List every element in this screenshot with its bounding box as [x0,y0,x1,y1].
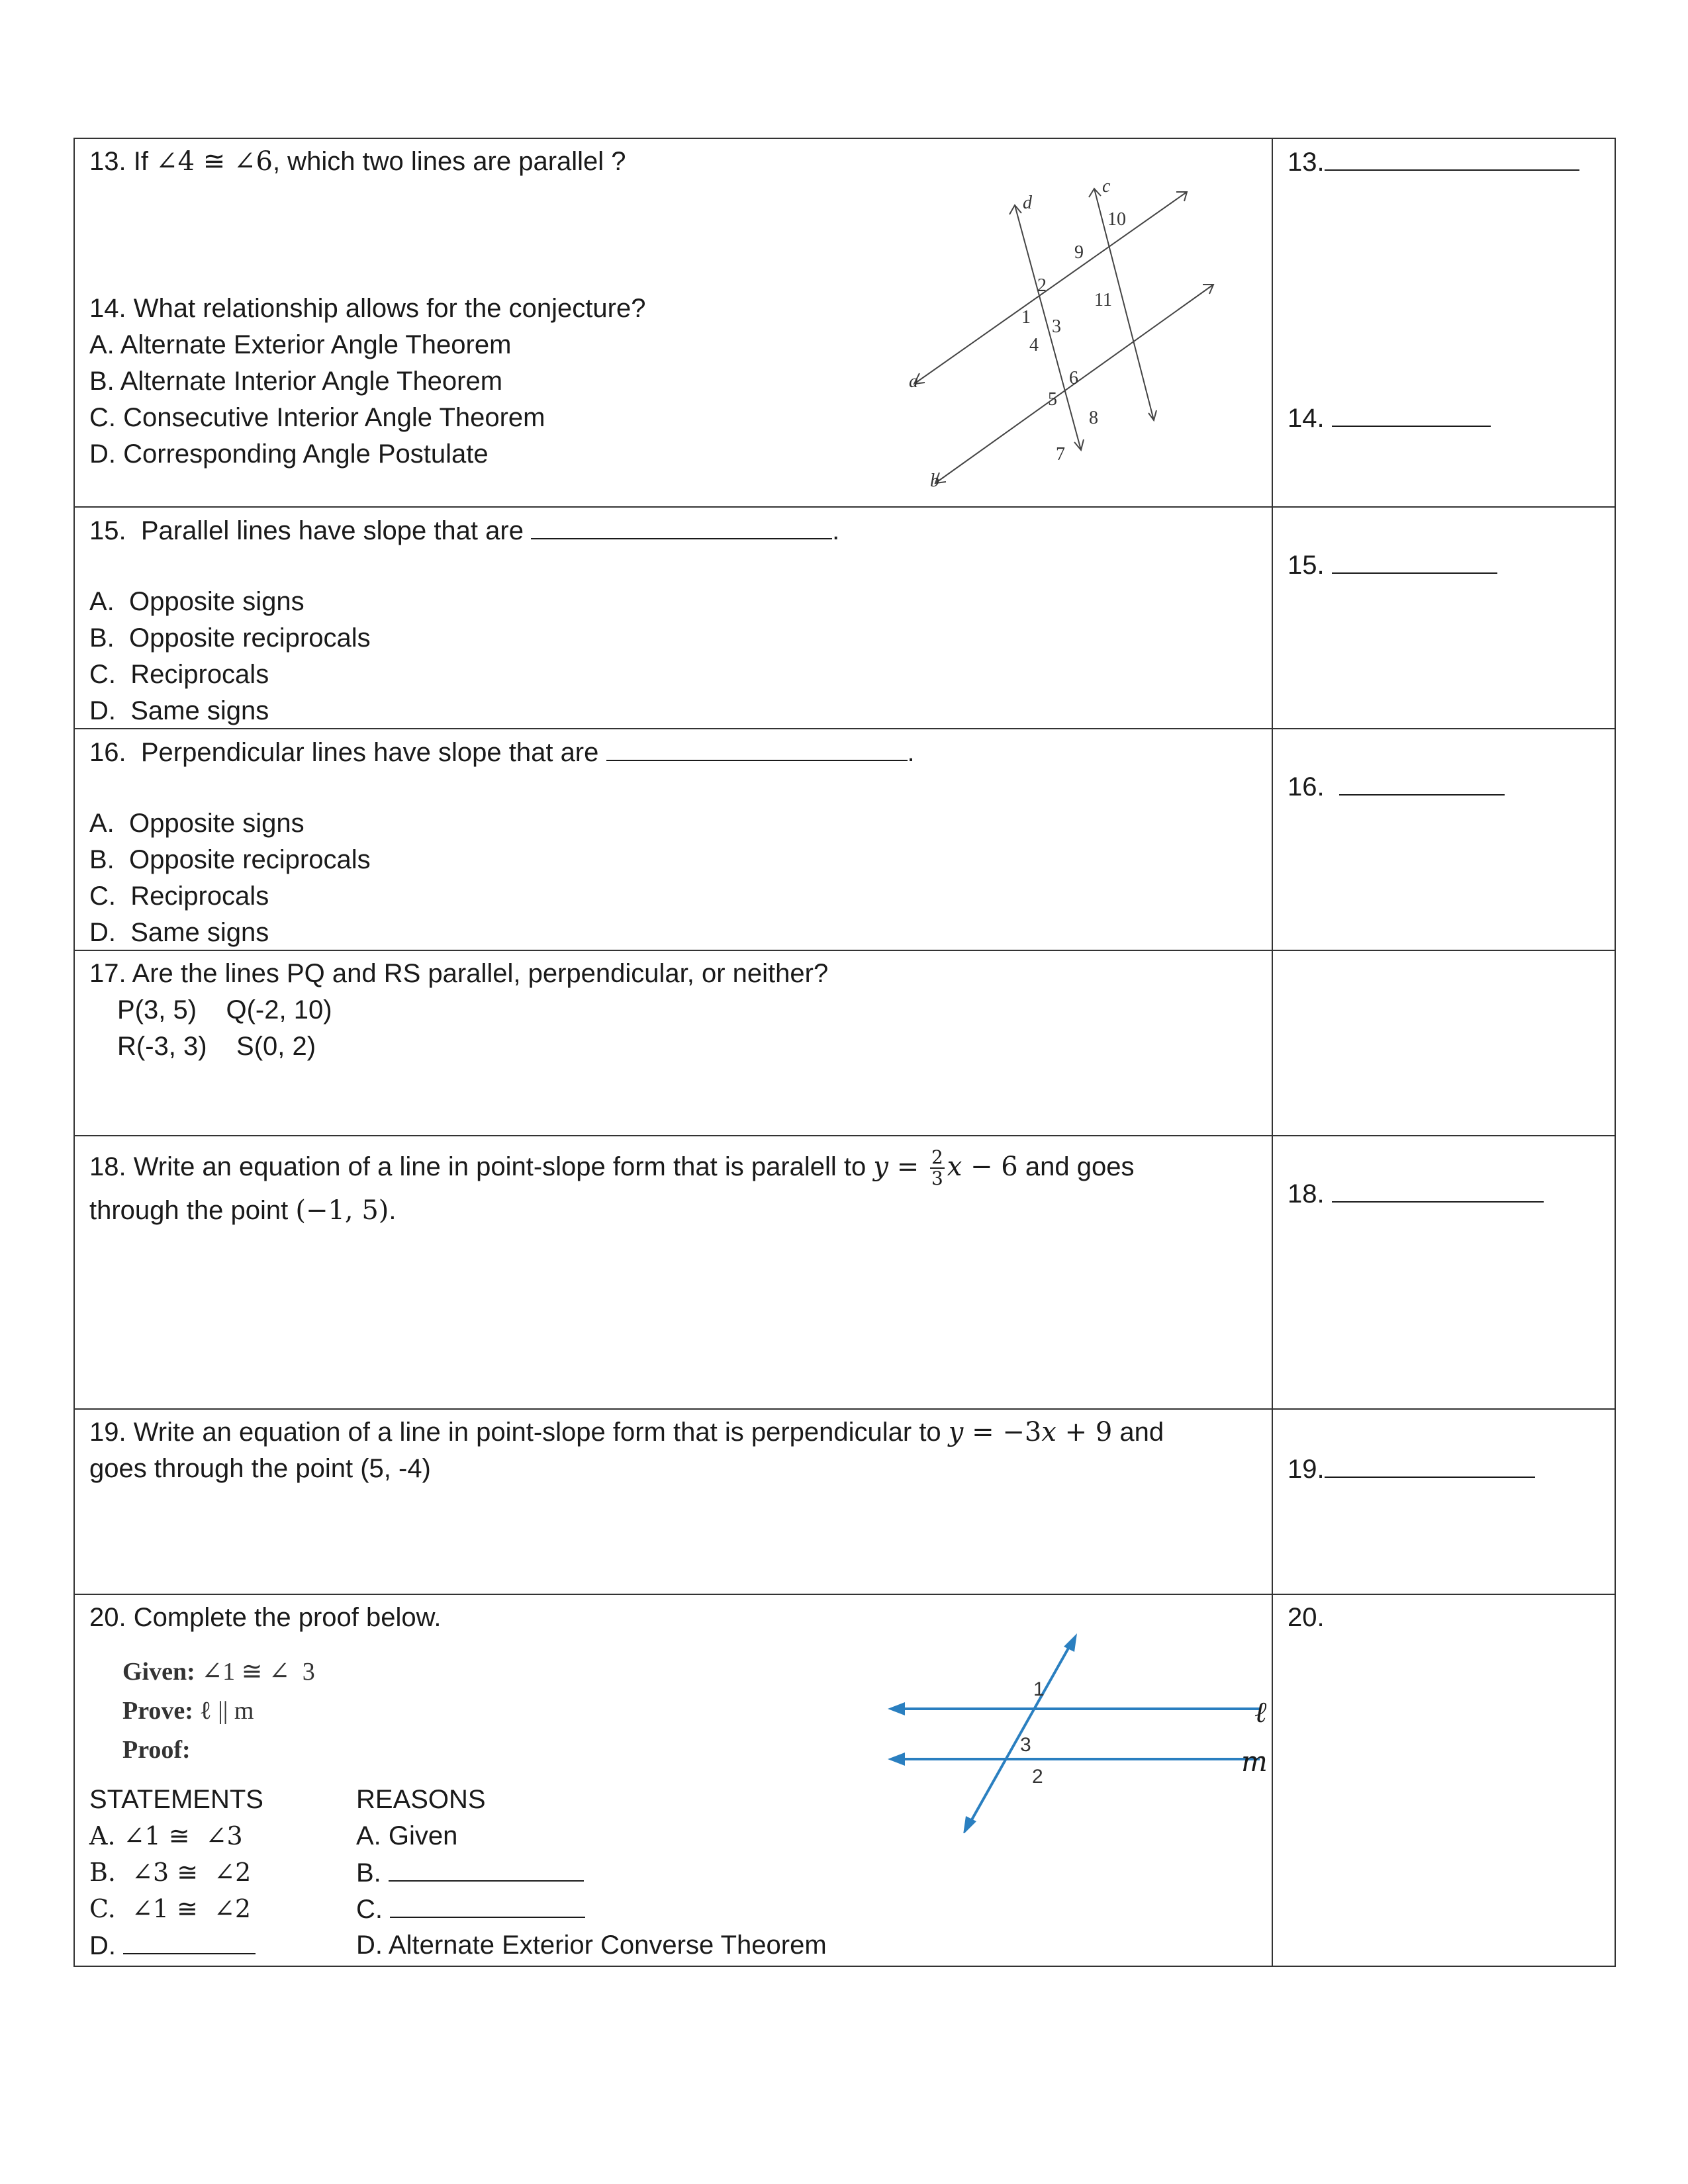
reason-d: D. Alternate Exterior Converse Theorem [356,1931,827,1960]
label-m: m [1241,1745,1268,1778]
arrow-m-left [888,1752,905,1766]
q16-option-c: C. Reciprocals [89,882,269,911]
angle-label-5: 5 [1048,389,1057,410]
q19-question-line2: goes through the point (5, -4) [89,1454,431,1483]
label-b: b [930,471,939,490]
q19-question: 19. Write an equation of a line in point-slope form that is perpendicular to y = −3x + 9 and [89,1417,1164,1447]
q13-question: 13. If ∠4 ≅ ∠6, which two lines are parallel ? [89,146,626,177]
q17-question: 17. Are the lines PQ and RS parallel, perpendicular, or neither? [89,959,829,988]
q13-answer-line[interactable]: 13. [1288,146,1579,178]
q16-option-a: A. Opposite signs [89,809,305,838]
q16-option-d: D. Same signs [89,918,269,947]
proof-prove: Prove: ℓ || m [122,1697,254,1725]
q15-option-c: C. Reciprocals [89,660,269,689]
q16-option-b: B. Opposite reciprocals [89,845,371,874]
q14-question: 14. What relationship allows for the conjecture? [89,294,646,323]
angle-label-7: 7 [1056,444,1065,465]
q14-option-c: C. Consecutive Interior Angle Theorem [89,403,545,432]
question-cell-q17 [75,951,1273,1135]
arrow-l-left [888,1702,905,1715]
arrow-t-top [1064,1633,1077,1652]
worksheet-table [73,138,1616,1967]
angle-label-9: 9 [1074,242,1084,263]
transversal-figure [896,159,1253,490]
line-a [914,192,1187,384]
answer-cell-q17 [1273,951,1615,1135]
statement-a: A. ∠1 ≅ ∠3 [89,1821,243,1850]
q18-answer-line[interactable]: 18. [1288,1177,1544,1210]
angle-label-6: 6 [1069,368,1078,388]
q16-question: 16. Perpendicular lines have slope that are . [89,736,915,768]
q18-fraction: $\frac{2}{3}$ [931,1146,943,1190]
proof-figure [876,1621,1260,1833]
line-d [1015,205,1081,450]
q14-option-b: B. Alternate Interior Angle Theorem [89,367,503,396]
answer-cell-q16 [1273,729,1615,950]
angle-label-4: 4 [1029,335,1039,355]
row-q20 [75,1595,1615,1966]
row-q13-q14 [75,139,1615,508]
q20-answer-label: 20. [1288,1603,1325,1632]
label-d: d [1023,193,1032,213]
q17-points-rs: R(-3, 3) S(0, 2) [117,1032,316,1061]
angle-label-10: 10 [1107,209,1126,230]
q14-option-a: A. Alternate Exterior Angle Theorem [89,330,512,359]
q18-question-line2: through the point (−1, 5). [89,1195,397,1226]
q15-option-b: B. Opposite reciprocals [89,623,371,653]
answer-cell-q18 [1273,1136,1615,1408]
q15-option-a: A. Opposite signs [89,587,305,616]
q16-answer-line[interactable]: 16. [1288,770,1505,803]
row-q16 [75,729,1615,951]
question-cell-q15 [75,508,1273,728]
question-cell-q19 [75,1410,1273,1594]
angle-2-label: 2 [1032,1766,1043,1788]
answer-cell-q20 [1273,1595,1615,1966]
q14-answer-line[interactable]: 14. [1288,402,1491,434]
row-q17 [75,951,1615,1136]
arrow-t-bottom [963,1816,976,1833]
q15-option-d: D. Same signs [89,696,269,725]
angle-label-1: 1 [1021,307,1031,328]
statement-c: C. ∠1 ≅ ∠2 [89,1894,252,1923]
angle-label-3: 3 [1052,316,1061,337]
q14-option-d: D. Corresponding Angle Postulate [89,439,489,469]
reasons-header: REASONS [356,1785,486,1814]
angle-3-label: 3 [1020,1734,1031,1756]
q18-question: 18. Write an equation of a line in point-slope form that is paralell to y = $\frac{2}{3}$ x − 6 and goes [89,1146,1135,1190]
question-cell-q20 [75,1595,1273,1966]
label-l: ℓ [1254,1696,1267,1729]
answer-cell-q15 [1273,508,1615,728]
row-q18 [75,1136,1615,1410]
q15-question: 15. Parallel lines have slope that are . [89,514,839,547]
row-q15 [75,508,1615,729]
reason-a: A. Given [356,1821,458,1850]
q15-answer-line[interactable]: 15. [1288,549,1497,581]
row-q19 [75,1410,1615,1595]
q20-question: 20. Complete the proof below. [89,1603,442,1632]
proof-given: Given: ∠1 ≅ ∠ 3 [122,1658,315,1686]
angle-label-11: 11 [1094,290,1112,310]
question-cell-q13-q14 [75,139,1273,506]
proof-label: Proof: [122,1736,191,1764]
reason-c[interactable]: C. [356,1893,585,1925]
q17-points-pq: P(3, 5) Q(-2, 10) [117,995,332,1024]
answer-cell-q19 [1273,1410,1615,1594]
angle-label-2: 2 [1037,275,1047,296]
answer-cell-q13-q14 [1273,139,1615,506]
reason-b[interactable]: B. [356,1856,584,1889]
statement-d[interactable]: D. [89,1929,256,1962]
angle-1-label: 1 [1033,1678,1045,1700]
statements-header: STATEMENTS [89,1785,263,1814]
question-cell-q18 [75,1136,1273,1408]
angle-label-8: 8 [1089,408,1098,428]
label-c: c [1102,176,1111,197]
statement-b: B. ∠3 ≅ ∠2 [89,1858,252,1887]
label-a: a [909,371,918,392]
q19-answer-line[interactable]: 19. [1288,1453,1535,1485]
question-cell-q16 [75,729,1273,950]
